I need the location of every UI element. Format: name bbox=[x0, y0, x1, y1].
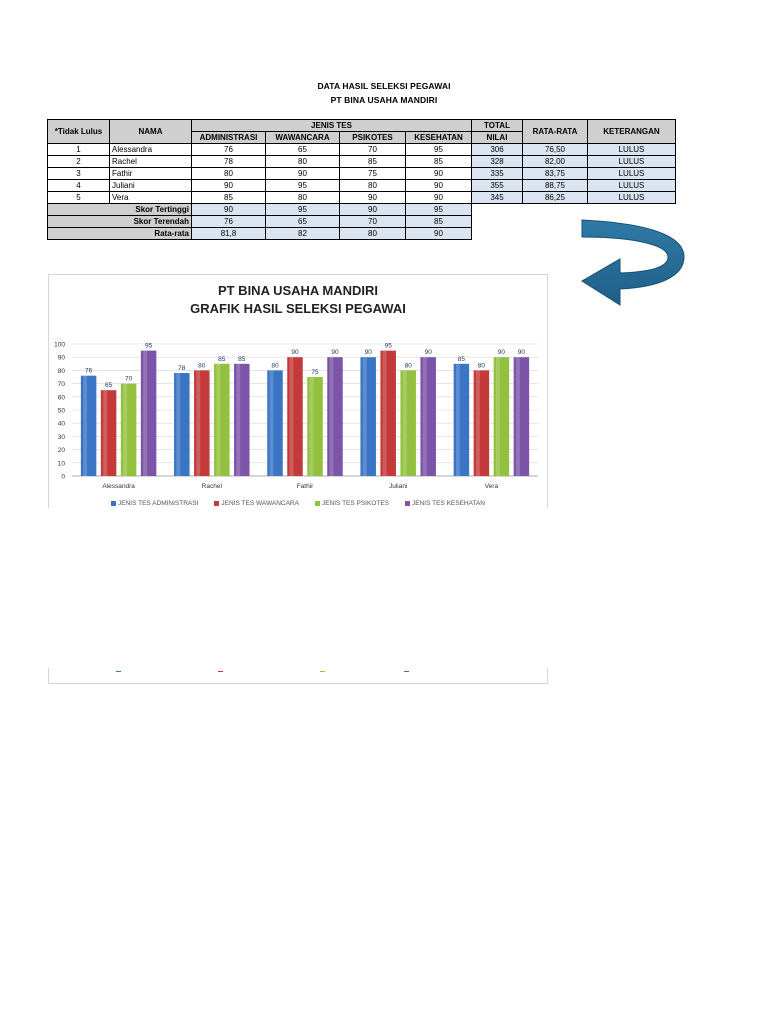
data-label: 80 bbox=[404, 362, 412, 370]
cell-rata-rata: 86,25 bbox=[523, 192, 588, 204]
legend-swatch-remnant bbox=[320, 671, 325, 672]
cell-psikotes: 80 bbox=[340, 180, 406, 192]
table-row bbox=[48, 192, 676, 204]
cell-no: 2 bbox=[48, 156, 110, 168]
y-tick-label: 50 bbox=[57, 407, 65, 415]
cell-rata-rata: 82,00 bbox=[523, 156, 588, 168]
header-administrasi: ADMINISTRASI bbox=[192, 132, 266, 144]
bar-highlight bbox=[123, 384, 127, 476]
summary-kesehatan: 85 bbox=[406, 216, 472, 228]
x-tick-label: Rachel bbox=[201, 483, 222, 490]
document-title: DATA HASIL SELEKSI PEGAWAI bbox=[317, 81, 451, 91]
cell-nama: Fathir bbox=[110, 168, 192, 180]
header-jenis-tes: JENIS TES bbox=[192, 120, 472, 132]
cell-rata-rata: 88,75 bbox=[523, 180, 588, 192]
legend-swatch bbox=[405, 501, 410, 506]
summary-administrasi: 76 bbox=[192, 216, 266, 228]
bar-highlight bbox=[330, 357, 334, 476]
cell-kesehatan: 95 bbox=[406, 144, 472, 156]
company-name: PT BINA USAHA MANDIRI bbox=[330, 95, 438, 105]
cell-keterangan: LULUS bbox=[588, 144, 676, 156]
cell-administrasi: 90 bbox=[192, 180, 266, 192]
x-tick-label: Juliani bbox=[388, 483, 408, 490]
bar-highlight bbox=[456, 364, 460, 476]
summary-wawancara: 95 bbox=[266, 204, 340, 216]
cell-psikotes: 90 bbox=[340, 192, 406, 204]
cell-wawancara: 80 bbox=[266, 192, 340, 204]
y-tick-label: 10 bbox=[57, 460, 65, 468]
cell-total: 328 bbox=[472, 156, 523, 168]
legend-swatch-remnant bbox=[218, 671, 223, 672]
summary-psikotes: 90 bbox=[340, 204, 406, 216]
bar-highlight bbox=[383, 351, 387, 476]
x-tick-label: Vera bbox=[484, 483, 499, 490]
summary-wawancara: 65 bbox=[266, 216, 340, 228]
header-kesehatan: KESEHATAN bbox=[406, 132, 472, 144]
header-nama: NAMA bbox=[110, 120, 192, 144]
cell-nama: Juliani bbox=[110, 180, 192, 192]
y-tick-label: 20 bbox=[57, 447, 65, 455]
bar-highlight bbox=[403, 370, 407, 476]
bar-highlight bbox=[216, 364, 220, 476]
data-label: 90 bbox=[497, 349, 506, 357]
cell-psikotes: 75 bbox=[340, 168, 406, 180]
header-no: *Tidak Lulus bbox=[48, 120, 110, 144]
cell-wawancara: 95 bbox=[266, 180, 340, 192]
cell-administrasi: 80 bbox=[192, 168, 266, 180]
data-label: 78 bbox=[178, 365, 186, 373]
empty-cell bbox=[472, 204, 676, 216]
data-label: 90 bbox=[291, 349, 299, 357]
cell-no: 1 bbox=[48, 144, 110, 156]
bar-highlight bbox=[516, 357, 520, 476]
legend-swatch bbox=[111, 501, 116, 506]
cell-total: 345 bbox=[472, 192, 523, 204]
data-label: 80 bbox=[271, 362, 279, 370]
legend-label: JENIS TES ADMINISTRASI bbox=[117, 500, 199, 507]
data-label: 70 bbox=[124, 375, 133, 383]
y-tick-label: 80 bbox=[57, 367, 65, 375]
summary-psikotes: 80 bbox=[340, 228, 406, 240]
y-tick-label: 70 bbox=[57, 381, 65, 389]
cell-keterangan: LULUS bbox=[588, 180, 676, 192]
summary-administrasi: 81,8 bbox=[192, 228, 266, 240]
chart-subtitle: GRAFIK HASIL SELEKSI PEGAWAI bbox=[190, 301, 406, 316]
data-label: 75 bbox=[311, 369, 319, 376]
y-tick-label: 60 bbox=[57, 394, 65, 402]
cell-keterangan: LULUS bbox=[588, 192, 676, 204]
data-label: 85 bbox=[218, 355, 226, 363]
bar-highlight bbox=[476, 370, 480, 476]
table-row bbox=[48, 180, 676, 192]
cell-kesehatan: 85 bbox=[406, 156, 472, 168]
header-wawancara: WAWANCARA bbox=[266, 132, 340, 144]
bar-highlight bbox=[143, 351, 147, 476]
y-tick-label: 30 bbox=[57, 433, 65, 441]
cell-kesehatan: 90 bbox=[406, 168, 472, 180]
chart-title: PT BINA USAHA MANDIRI bbox=[217, 283, 379, 298]
summary-kesehatan: 95 bbox=[406, 204, 472, 216]
data-label: 90 bbox=[331, 349, 339, 357]
legend-swatch bbox=[214, 501, 219, 506]
header-total-line2: NILAI bbox=[472, 132, 523, 144]
bar-highlight bbox=[83, 376, 87, 476]
x-tick-label: Fathir bbox=[296, 483, 314, 490]
y-tick-label: 0 bbox=[61, 473, 65, 481]
cell-rata-rata: 83,75 bbox=[523, 168, 588, 180]
data-label: 95 bbox=[384, 342, 392, 350]
chart-blank-area bbox=[48, 508, 548, 668]
summary-administrasi: 90 bbox=[192, 204, 266, 216]
cell-psikotes: 70 bbox=[340, 144, 406, 156]
data-label: 85 bbox=[238, 355, 246, 363]
legend-item bbox=[315, 500, 389, 507]
cell-nama: Alessandra bbox=[110, 144, 192, 156]
table-row bbox=[48, 156, 676, 168]
y-tick-label: 90 bbox=[57, 354, 65, 362]
legend-label: JENIS TES KESEHATAN bbox=[412, 500, 485, 507]
chart-legend bbox=[48, 500, 548, 507]
data-label: 85 bbox=[457, 355, 466, 363]
cell-total: 306 bbox=[472, 144, 523, 156]
cell-rata-rata: 76,50 bbox=[523, 144, 588, 156]
legend-item bbox=[111, 500, 198, 507]
cell-kesehatan: 90 bbox=[406, 180, 472, 192]
legend-label: JENIS TES WAWANCARA bbox=[221, 500, 299, 507]
cell-total: 335 bbox=[472, 168, 523, 180]
bar-highlight bbox=[176, 373, 180, 476]
bar-highlight bbox=[236, 364, 240, 476]
cell-administrasi: 78 bbox=[192, 156, 266, 168]
legend-item bbox=[214, 500, 299, 507]
cell-keterangan: LULUS bbox=[588, 156, 676, 168]
data-label: 80 bbox=[198, 362, 206, 370]
cell-total: 355 bbox=[472, 180, 523, 192]
data-label: 90 bbox=[364, 349, 372, 357]
bar-highlight bbox=[270, 370, 274, 476]
header-total-line1: TOTAL bbox=[472, 120, 523, 132]
summary-wawancara: 82 bbox=[266, 228, 340, 240]
cell-no: 3 bbox=[48, 168, 110, 180]
bar-chart bbox=[48, 330, 548, 500]
data-label: 76 bbox=[84, 367, 93, 375]
header-psikotes: PSIKOTES bbox=[340, 132, 406, 144]
cell-administrasi: 85 bbox=[192, 192, 266, 204]
legend-swatch-remnant bbox=[116, 671, 121, 672]
bar-highlight bbox=[496, 357, 500, 476]
summary-label: Skor Tertinggi bbox=[48, 204, 192, 216]
bar bbox=[81, 376, 97, 476]
cell-wawancara: 90 bbox=[266, 168, 340, 180]
legend-swatch bbox=[315, 501, 320, 506]
bar-highlight bbox=[196, 370, 200, 476]
data-label: 90 bbox=[517, 349, 526, 357]
data-label: 80 bbox=[477, 362, 486, 370]
cell-kesehatan: 90 bbox=[406, 192, 472, 204]
cell-keterangan: LULUS bbox=[588, 168, 676, 180]
summary-label: Rata-rata bbox=[48, 228, 192, 240]
legend-item bbox=[405, 500, 485, 507]
bar-highlight bbox=[103, 390, 107, 476]
bar-highlight bbox=[363, 357, 367, 476]
summary-kesehatan: 90 bbox=[406, 228, 472, 240]
table-row bbox=[48, 144, 676, 156]
data-label: 95 bbox=[144, 342, 153, 350]
table-row bbox=[48, 168, 676, 180]
bar-highlight bbox=[310, 377, 314, 476]
summary-row bbox=[48, 204, 676, 216]
bar bbox=[101, 390, 117, 476]
y-tick-label: 40 bbox=[57, 420, 65, 428]
bar-highlight bbox=[290, 357, 294, 476]
cell-no: 5 bbox=[48, 192, 110, 204]
cell-wawancara: 80 bbox=[266, 156, 340, 168]
cell-administrasi: 76 bbox=[192, 144, 266, 156]
cell-nama: Vera bbox=[110, 192, 192, 204]
header-rata-rata: RATA-RATA bbox=[523, 120, 588, 144]
y-tick-label: 100 bbox=[54, 341, 65, 349]
curved-arrow-icon bbox=[580, 215, 690, 315]
summary-psikotes: 70 bbox=[340, 216, 406, 228]
header-keterangan: KETERANGAN bbox=[588, 120, 676, 144]
x-tick-label: Alessandra bbox=[102, 483, 135, 490]
cell-no: 4 bbox=[48, 180, 110, 192]
legend-label: JENIS TES PSIKOTES bbox=[321, 500, 390, 507]
bar-highlight bbox=[423, 357, 427, 476]
summary-label: Skor Terendah bbox=[48, 216, 192, 228]
cell-psikotes: 85 bbox=[340, 156, 406, 168]
data-label: 90 bbox=[424, 349, 432, 357]
data-label: 65 bbox=[104, 382, 113, 390]
legend-swatch-remnant bbox=[404, 671, 409, 672]
cell-wawancara: 65 bbox=[266, 144, 340, 156]
cell-nama: Rachel bbox=[110, 156, 192, 168]
